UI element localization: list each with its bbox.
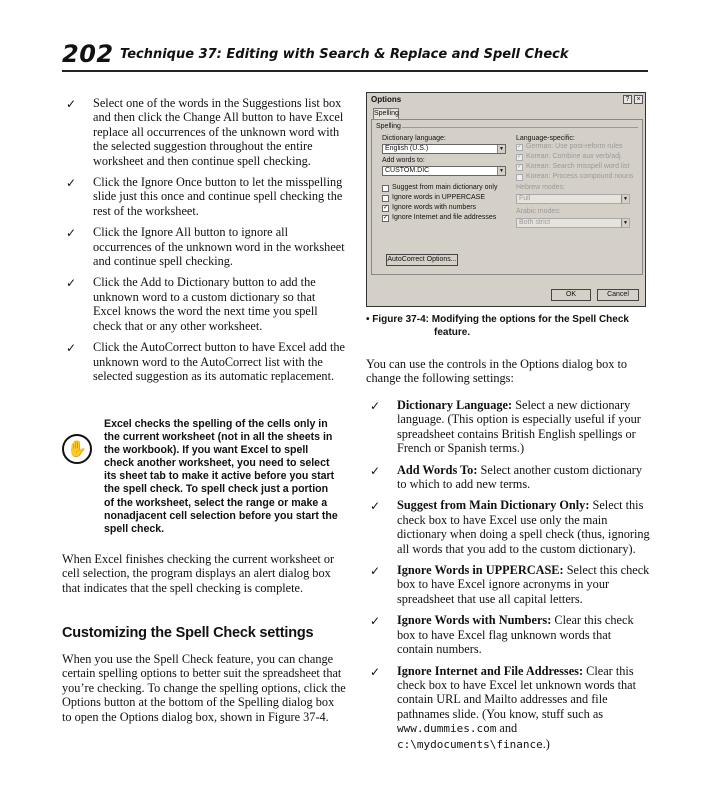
page-header	[62, 40, 648, 72]
figure-caption	[366, 314, 650, 339]
running-head: Technique 37: Editing with Search & Replace and Spell Check	[120, 47, 569, 62]
dictionary-language-label: Dictionary language:	[382, 135, 446, 142]
list-item: ✓ Click the Ignore All button to ignore all occurrences of the unknown word in the worksheet and continue spell checking.	[66, 225, 345, 269]
dropdown-arrow-icon: ▼	[621, 195, 629, 203]
list-item: ✓ Add Words To: Select another custom dictionary to which to add new terms.	[370, 462, 643, 492]
suggest-main-dict-checkbox[interactable]	[382, 185, 389, 192]
arabic-modes-label: Arabic modes:	[516, 208, 561, 215]
close-button[interactable]: ×	[634, 95, 643, 104]
dropdown-arrow-icon: ▼	[621, 219, 629, 227]
checkbox-label: Suggest from main dictionary only	[392, 184, 498, 191]
checkbox-label: Korean: Combine aux verb/adj.	[526, 153, 623, 160]
right-intro-paragraph: You can use the controls in the Options dialog box to change the following settings:	[366, 357, 628, 386]
list-item: ✓ Dictionary Language: Select a new dictionary language. (This option is especially useful if your spreadsheet contains British English spellings or French or Spanish terms.)	[370, 398, 641, 456]
list-item: ✓ Ignore Internet and File Addresses: Clear this check box to have Excel let unknown words that contain URL and Mailto addresses and file pathnames slide. (You know, stuff such as www.dummies.com and c:\mydocuments\finance.)	[370, 663, 637, 751]
cancel-button[interactable]: Cancel	[597, 289, 639, 301]
checkmark-icon: ✓	[66, 97, 77, 111]
ignore-uppercase-checkbox[interactable]	[382, 195, 389, 202]
checkmark-icon: ✓	[370, 614, 381, 629]
checkmark-icon: ✓	[370, 399, 381, 413]
dialog-panel	[371, 119, 643, 275]
section-paragraph: When you use the Spell Check feature, you can change certain spelling options to better suit the spreadsheet that you’re checking. To change the spelling options, click the Options button at the bottom of the Spelling dialog box to open the Options dialog box, shown in Figure 37-4.	[62, 652, 346, 724]
dialog-title: Options	[371, 95, 402, 104]
spelling-group-label: Spelling	[376, 123, 401, 130]
list-item: ✓ Click the Ignore Once button to let the misspelling slide just this once and continue spell checking the rest of the worksheet.	[66, 175, 343, 218]
checkmark-icon: ✓	[370, 564, 381, 579]
ignore-numbers-checkbox[interactable]: ✓	[383, 205, 389, 211]
help-button[interactable]: ?	[623, 95, 632, 104]
tip-text: Excel checks the spelling of the cells only in the current worksheet (not in all the sheets in the workbook). If you want Excel to spell check another worksheet, you need to select its sheet tab to make it active before you start the spell check. To spell check just a portion of the worksheet, select the range or make a nonadjacent cell selection before you start the spell check.	[104, 418, 338, 535]
hebrew-modes-select[interactable]: Full ▼	[516, 194, 630, 204]
ok-button[interactable]: OK	[551, 289, 591, 301]
hebrew-modes-label: Hebrew modes:	[516, 184, 566, 191]
list-item: ✓ Click the AutoCorrect button to have Excel add the unknown word to the AutoCorrect list with the selected suggestion as its automatic replacement.	[66, 340, 346, 383]
page-number: 202	[62, 40, 114, 68]
checkmark-icon: ✓	[66, 226, 77, 241]
korean-search-checkbox[interactable]: ✓	[517, 164, 523, 170]
dropdown-arrow-icon: ▼	[497, 167, 505, 175]
checkbox-label: Ignore Internet and file addresses	[392, 214, 497, 221]
checkbox-label: Korean: Search misspell word list	[526, 163, 630, 170]
checkmark-icon: ✓	[370, 664, 381, 679]
autocorrect-options-button[interactable]: AutoCorrect Options...	[386, 254, 458, 266]
checkmark-icon: ✓	[66, 341, 77, 356]
arabic-modes-select[interactable]: Both strict ▼	[516, 218, 630, 228]
dictionary-language-select[interactable]: English (U.S.) ▼	[382, 144, 506, 154]
tab-spelling[interactable]: Spelling	[374, 110, 399, 117]
list-item: ✓ Ignore Words in UPPERCASE: Select this check box to have Excel ignore acronyms in your spreadsheet that use all capital letters.	[370, 563, 650, 606]
checkbox-label: Ignore words in UPPERCASE	[392, 194, 485, 201]
add-words-label: Add words to:	[382, 157, 425, 164]
left-bullet-list	[62, 96, 346, 390]
list-item: ✓ Ignore Words with Numbers: Clear this check box to have Excel flag unknown words that contain numbers.	[370, 613, 634, 657]
list-item: ✓ Click the Add to Dictionary button to add the unknown word to a custom dictionary so that Excel knows the word the next time you spell check that or any other worksheet.	[66, 275, 318, 333]
list-item: ✓ Select one of the words in the Suggestions list box and then click the Change All button to have Excel replace all occurrences of the unknown word with the selected suggestion throughout the entire worksheet and then continue spell checking.	[66, 96, 344, 168]
body-paragraph: When Excel finishes checking the current worksheet or cell selection, the program displays an alert dialog box that indicates that the spell checking is complete.	[62, 552, 335, 595]
checkbox-label: German: Use post-reform rules	[526, 143, 623, 150]
hand-stop-icon: ✋	[62, 434, 92, 464]
korean-compound-checkbox[interactable]	[516, 174, 523, 181]
add-words-select[interactable]: CUSTOM.DIC ▼	[382, 166, 506, 176]
checkmark-icon: ✓	[66, 176, 77, 191]
checkmark-icon: ✓	[66, 276, 77, 291]
checkmark-icon: ✓	[370, 499, 381, 514]
right-bullet-list	[366, 398, 650, 759]
dropdown-arrow-icon: ▼	[497, 145, 505, 153]
german-rules-checkbox[interactable]: ✓	[517, 144, 523, 150]
options-dialog	[366, 92, 646, 307]
checkmark-icon: ✓	[370, 463, 381, 478]
group-divider	[402, 127, 638, 128]
figure-caption-line2: feature.	[434, 326, 471, 338]
language-specific-label: Language-specific:	[516, 135, 575, 142]
checkbox-label: Korean: Process compound nouns	[526, 173, 634, 180]
ignore-internet-checkbox[interactable]: ✓	[383, 215, 389, 221]
korean-combine-checkbox[interactable]: ✓	[517, 154, 523, 160]
figure-label: • Figure 37-4:	[366, 314, 429, 325]
checkbox-label: Ignore words with numbers	[392, 204, 477, 211]
list-item: ✓ Suggest from Main Dictionary Only: Select this check box to have Excel use only the main dictionary when doing a spell check (thus, ignoring all words that you add to the custom dictionary).	[370, 498, 650, 556]
section-heading: Customizing the Spell Check settings	[62, 625, 314, 641]
figure-caption-line1: Modifying the options for the Spell Check	[431, 314, 629, 325]
